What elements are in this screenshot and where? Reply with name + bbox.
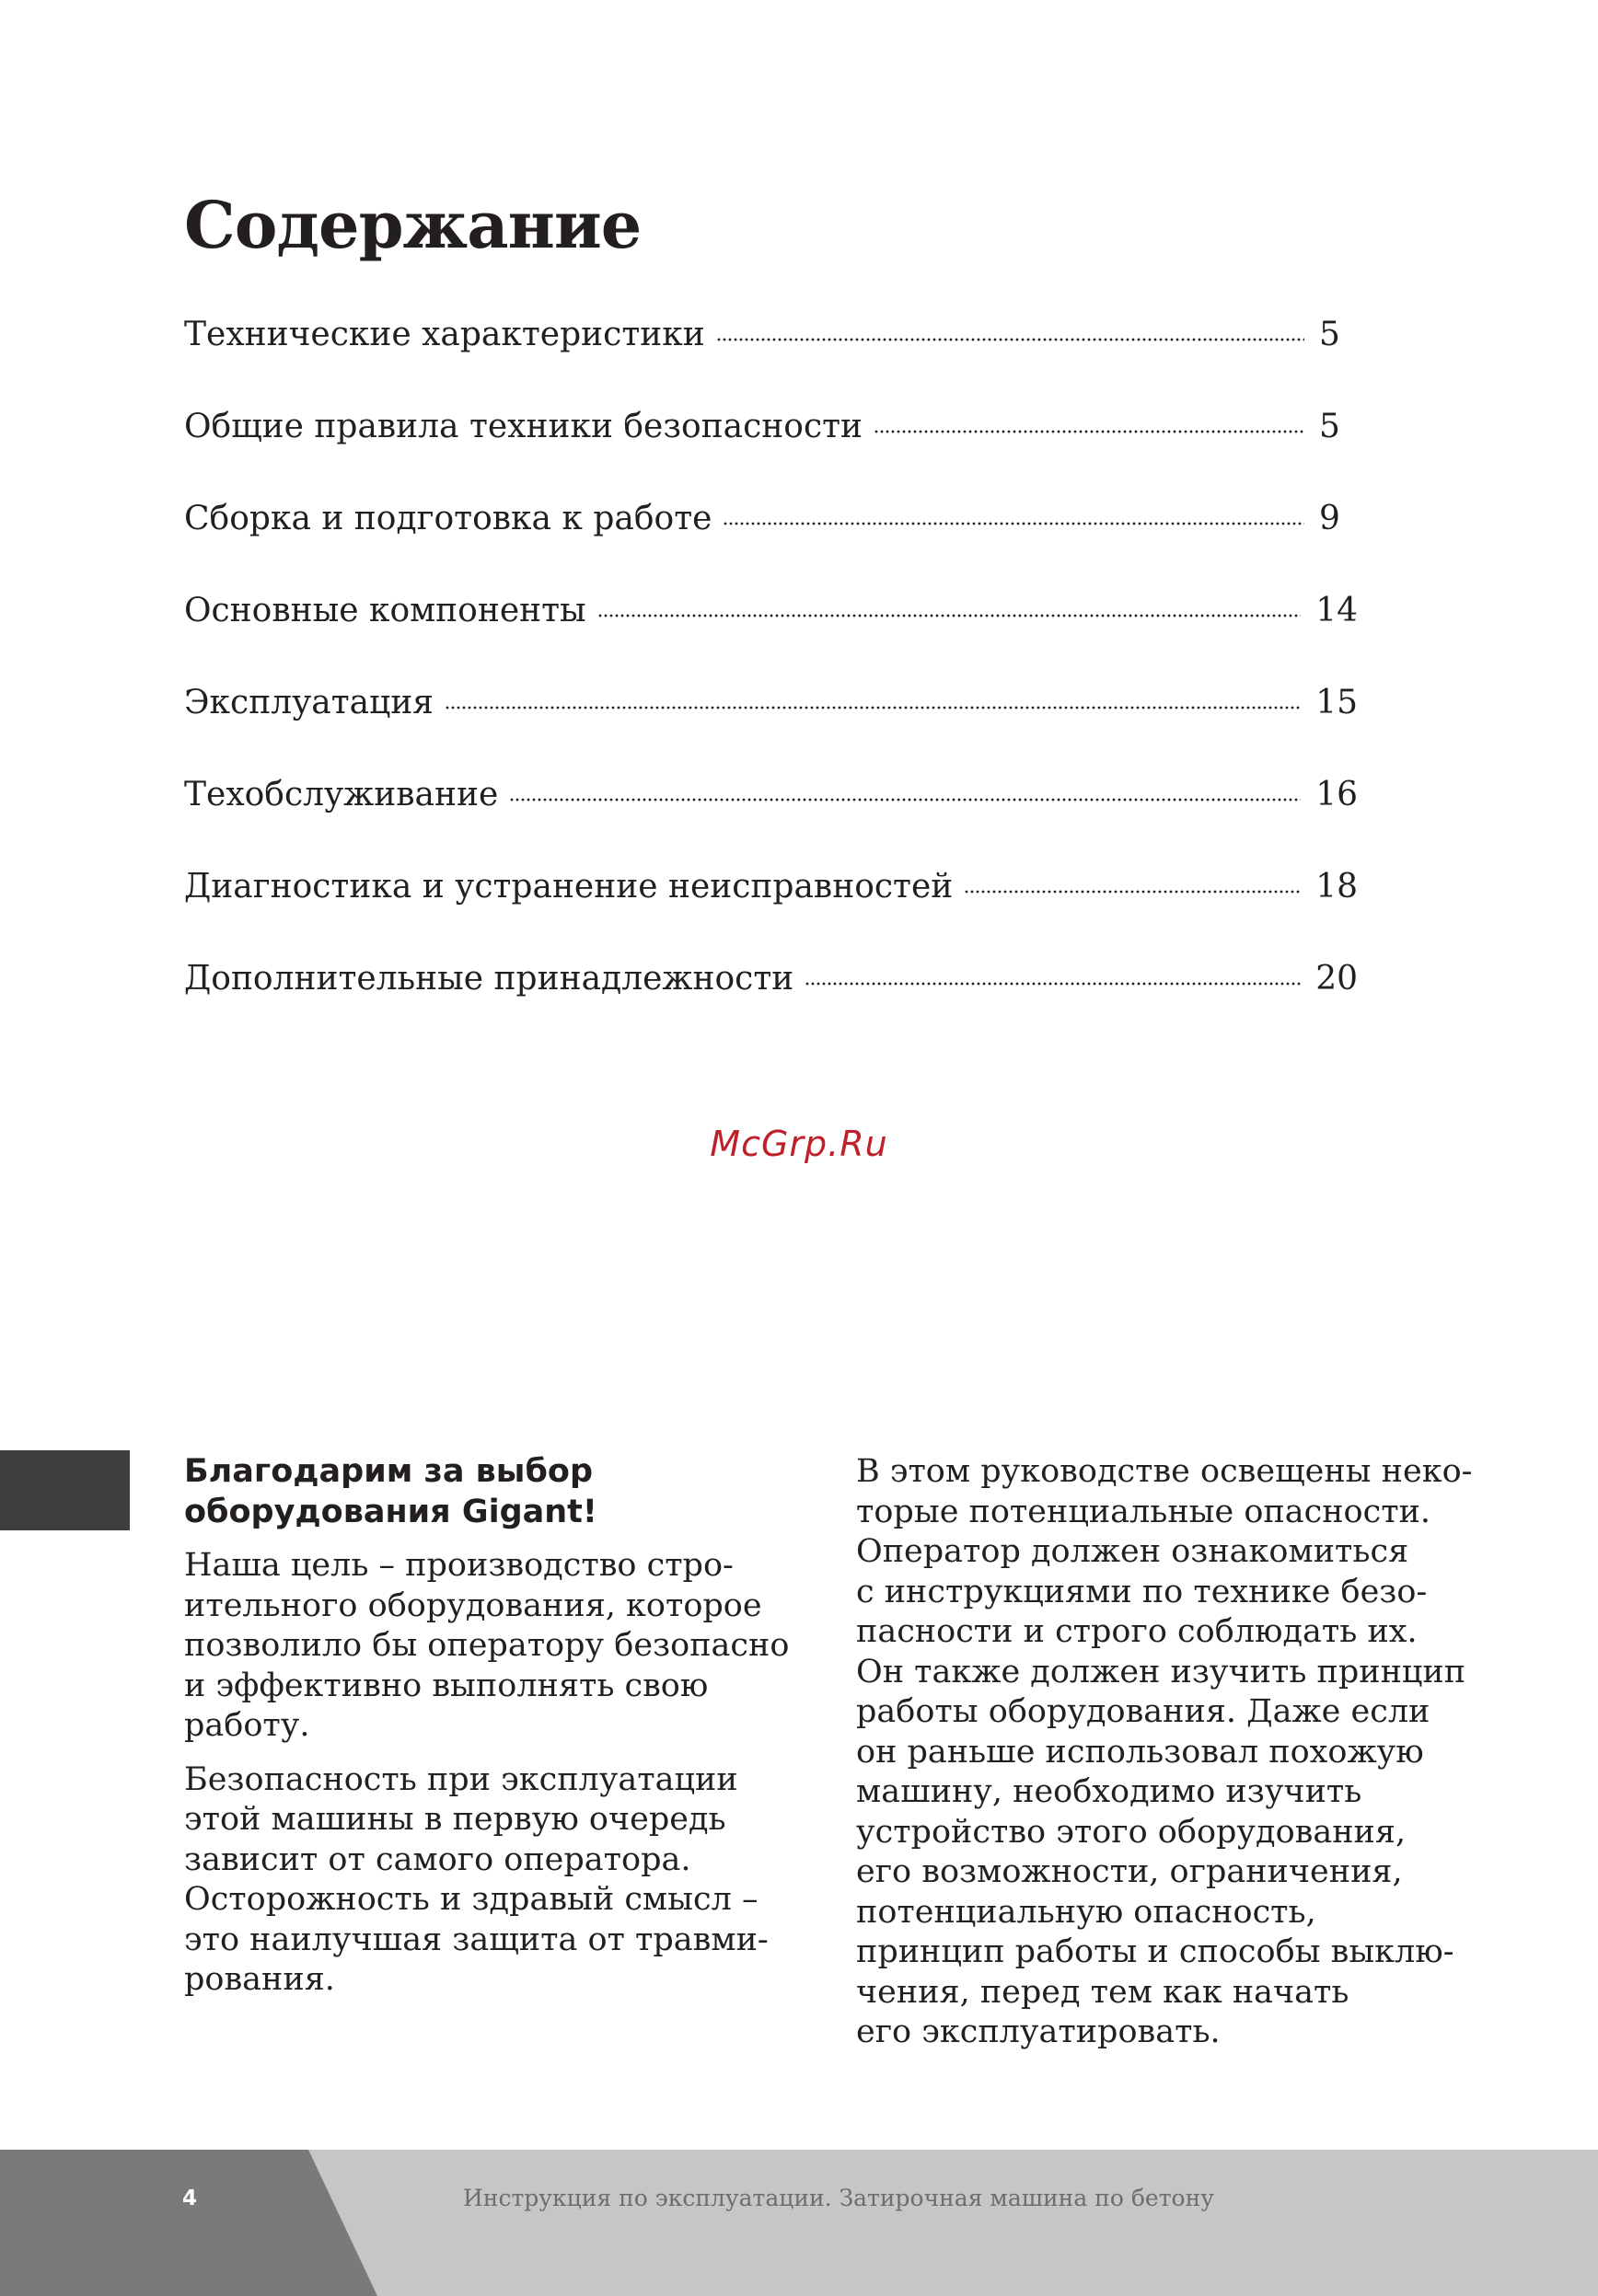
paragraph-line: с инструкциями по технике безо- [856,1573,1428,1610]
page-footer [0,2150,1598,2296]
paragraph-line: Осторожность и здравый смысл – [184,1881,758,1918]
toc-dot-leader [597,614,1301,617]
intro-paragraph-goal [184,1546,828,1747]
toc-dot-leader [805,982,1301,986]
table-of-contents [184,304,1358,1040]
toc-entry-page: 18 [1315,868,1358,906]
paragraph-line: это наилучшая защита от травми- [184,1921,769,1958]
intro-heading-line: Благодарим за выбор [184,1453,593,1490]
toc-entry-label: Основные компоненты [184,592,586,629]
paragraph-line: этой машины в первую очередь [184,1801,726,1838]
toc-entry-operation[interactable] [184,672,1358,764]
paragraph-line: пасности и строго соблюдать их. [856,1613,1418,1650]
page-number: 4 [182,2186,198,2210]
intro-heading-line: оборудования Gigant! [184,1493,597,1530]
paragraph-line: Он также должен изучить принцип [856,1653,1466,1690]
section-tab-marker [0,1450,130,1530]
toc-entry-page: 5 [1319,408,1340,445]
safety-column [856,1452,1519,2067]
toc-entry-label: Эксплуатация [184,684,434,721]
paragraph-line: потенциальную опасность, [856,1893,1316,1931]
toc-entry-label: Сборка и подготовка к работе [184,500,712,537]
paragraph-line: Безопасность при эксплуатации [184,1760,738,1798]
toc-entry-page: 15 [1315,684,1358,721]
paragraph-line: работы оборудования. Даже если [856,1693,1430,1730]
paragraph-line: Наша цель – производство стро- [184,1547,734,1584]
paragraph-line: чения, перед тем как начать [856,1973,1349,2011]
paragraph-line: торые потенциальные опасности. [856,1493,1431,1530]
safety-paragraph [856,1452,1519,2053]
paragraph-line: ительного оборудования, которое [184,1586,762,1624]
toc-entry-label: Диагностика и устранение неисправностей [184,868,954,906]
toc-entry-label: Общие правила техники безопасности [184,408,863,445]
toc-entry-page: 14 [1315,592,1358,629]
toc-entry-maintenance[interactable] [184,764,1358,856]
toc-dot-leader [716,338,1304,341]
toc-entry-page: 5 [1319,316,1340,353]
toc-entry-components[interactable] [184,580,1358,672]
toc-title: Содержание [184,187,642,263]
toc-entry-page: 16 [1315,776,1358,813]
toc-entry-troubleshooting[interactable] [184,856,1358,948]
toc-dot-leader [509,798,1301,802]
footer-dark-band [0,2150,377,2296]
paragraph-line: Оператор должен ознакомиться [856,1533,1409,1570]
paragraph-line: устройство этого оборудования, [856,1813,1407,1851]
intro-heading [184,1452,828,1532]
intro-paragraph-safety [184,1760,828,2001]
toc-entry-accessories[interactable] [184,948,1358,1040]
paragraph-line: принцип работы и способы выклю- [856,1933,1454,1970]
toc-entry-page: 9 [1319,500,1340,537]
paragraph-line: рования. [184,1961,335,1998]
toc-dot-leader [874,430,1304,433]
intro-column [184,1452,828,2014]
toc-entry-label: Технические характеристики [184,316,705,353]
paragraph-line: он раньше использовал похожую [856,1733,1424,1771]
paragraph-line: зависит от самого оператора. [184,1840,691,1878]
footer-document-title: Инструкция по эксплуатации. Затирочная машина по бетону [463,2185,1214,2211]
paragraph-line: его возможности, ограничения, [856,1853,1403,1890]
toc-entry-assembly[interactable] [184,488,1358,580]
toc-entry-specifications[interactable] [184,304,1358,396]
paragraph-line: В этом руководстве освещены неко- [856,1453,1473,1490]
paragraph-line: работу. [184,1707,310,1744]
toc-entry-label: Техобслуживание [184,776,499,813]
toc-entry-page: 20 [1315,960,1358,998]
paragraph-line: и эффективно выполнять свою [184,1667,709,1704]
toc-entry-safety-rules[interactable] [184,396,1358,488]
toc-dot-leader [964,890,1301,894]
paragraph-line: машину, необходимо изучить [856,1773,1362,1810]
toc-dot-leader [445,706,1301,710]
watermark-text: McGrp.Ru [710,1124,888,1164]
paragraph-line: позволило бы оператору безопасно [184,1627,790,1664]
toc-dot-leader [723,522,1304,525]
paragraph-line: его эксплуатировать. [856,2013,1221,2050]
toc-entry-label: Дополнительные принадлежности [184,960,794,998]
